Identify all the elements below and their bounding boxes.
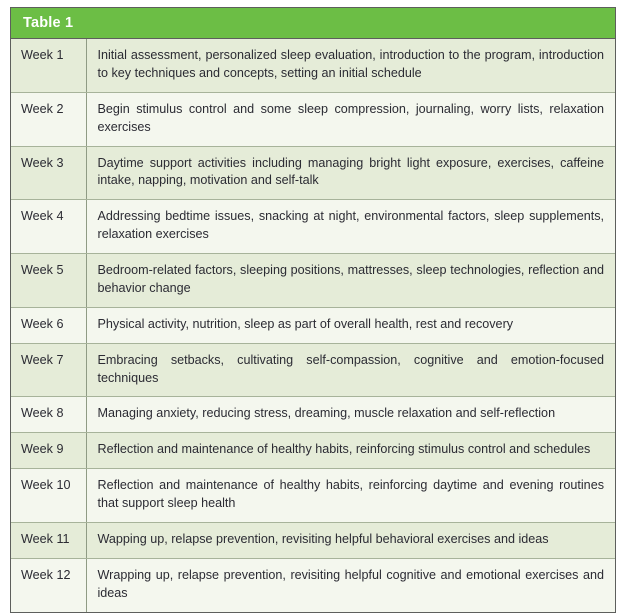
week-content-cell: Wapping up, relapse prevention, revisiting helpful behavioral exercises and ideas bbox=[86, 522, 615, 558]
week-label-cell: Week 10 bbox=[11, 469, 86, 523]
week-label-cell: Week 3 bbox=[11, 146, 86, 200]
table-row bbox=[11, 307, 615, 343]
week-label-cell: Week 9 bbox=[11, 433, 86, 469]
table-row bbox=[11, 343, 615, 397]
week-label-cell: Week 7 bbox=[11, 343, 86, 397]
table-row bbox=[11, 469, 615, 523]
week-content-cell: Bedroom-related factors, sleeping positions, mattresses, sleep technologies, reflection and behavior change bbox=[86, 254, 615, 308]
week-label-cell: Week 12 bbox=[11, 558, 86, 611]
week-content-cell: Daytime support activities including managing bright light exposure, exercises, caffeine intake, napping, motivation and self-talk bbox=[86, 146, 615, 200]
table-caption-bar bbox=[11, 8, 615, 39]
table-row bbox=[11, 200, 615, 254]
week-content-cell: Addressing bedtime issues, snacking at night, environmental factors, sleep supplements, relaxation exercises bbox=[86, 200, 615, 254]
week-content-cell: Reflection and maintenance of healthy habits, reinforcing stimulus control and schedules bbox=[86, 433, 615, 469]
week-content-cell: Physical activity, nutrition, sleep as part of overall health, rest and recovery bbox=[86, 307, 615, 343]
table-1 bbox=[10, 7, 616, 613]
week-label-cell: Week 5 bbox=[11, 254, 86, 308]
table-row bbox=[11, 254, 615, 308]
table-row bbox=[11, 522, 615, 558]
table-row bbox=[11, 433, 615, 469]
table-row bbox=[11, 39, 615, 92]
table-body bbox=[11, 39, 615, 612]
week-label-cell: Week 6 bbox=[11, 307, 86, 343]
table-row bbox=[11, 92, 615, 146]
table-caption-label: Table 1 bbox=[23, 14, 74, 31]
week-content-cell: Reflection and maintenance of healthy habits, reinforcing daytime and evening routines that support sleep health bbox=[86, 469, 615, 523]
week-content-cell: Managing anxiety, reducing stress, dreaming, muscle relaxation and self-reflection bbox=[86, 397, 615, 433]
program-schedule-table bbox=[11, 39, 615, 612]
table-row bbox=[11, 397, 615, 433]
week-content-cell: Begin stimulus control and some sleep compression, journaling, worry lists, relaxation exercises bbox=[86, 92, 615, 146]
table-row bbox=[11, 146, 615, 200]
week-label-cell: Week 8 bbox=[11, 397, 86, 433]
table-row bbox=[11, 558, 615, 611]
week-label-cell: Week 11 bbox=[11, 522, 86, 558]
week-label-cell: Week 1 bbox=[11, 39, 86, 92]
week-content-cell: Wrapping up, relapse prevention, revisiting helpful cognitive and emotional exercises and ideas bbox=[86, 558, 615, 611]
week-content-cell: Embracing setbacks, cultivating self-compassion, cognitive and emotion-focused techniques bbox=[86, 343, 615, 397]
week-content-cell: Initial assessment, personalized sleep evaluation, introduction to the program, introduction to key techniques and concepts, setting an initial schedule bbox=[86, 39, 615, 92]
week-label-cell: Week 2 bbox=[11, 92, 86, 146]
week-label-cell: Week 4 bbox=[11, 200, 86, 254]
